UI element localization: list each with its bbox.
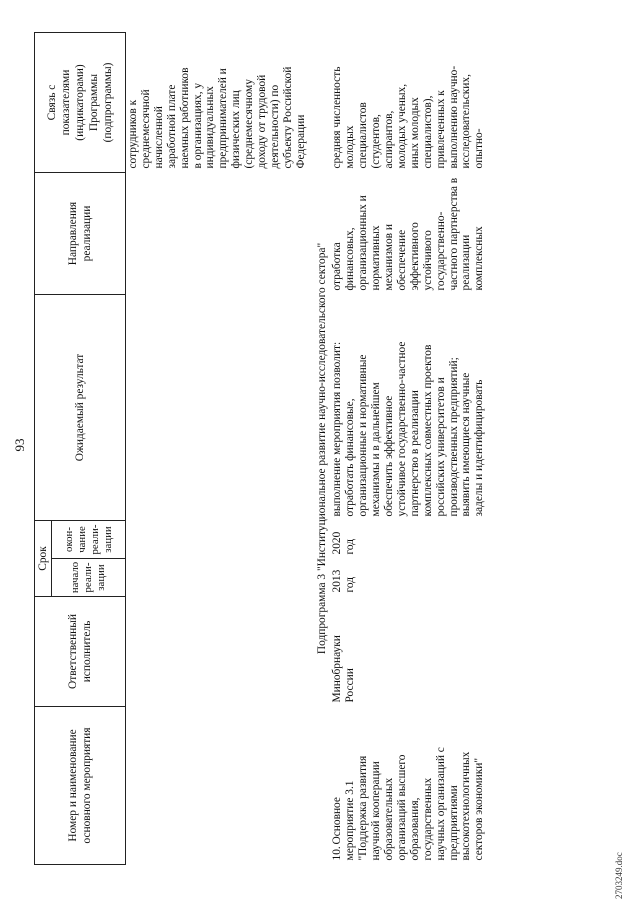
row-start: 2013 год [331,569,357,593]
header-name: Номер и наименование основного мероприятия [35,707,126,865]
row-number: 10. [331,846,344,861]
header-end: окон- чание реали- зации [52,521,126,559]
file-stamp: 2703249.doc [614,852,624,899]
header-executor: Ответственный исполнитель [35,597,126,707]
header-period: Срок [35,521,52,597]
program-activities-table [34,32,490,865]
subprogram-title: Подпрограмма 3 "Институциональное развитие научно-исследовательского сектора" [315,242,328,655]
row-directions: отработка финансовых, организационных и нормативных механизмов и обеспечение эффективного устойчивого государственно- частного партнерства в реализации комплексных [331,177,486,291]
row-name-cell [330,707,490,865]
row-end: 2020 год [331,531,357,555]
row-executor: Минобрнауки России [331,635,357,703]
header-start: начало реали- зации [52,559,126,597]
header-directions: Направления реализации [35,173,126,295]
table-row [330,33,490,865]
page-number: 93 [12,438,27,452]
row-name: Основное мероприятие 3.1 "Поддержка развития научной кооперации образовательных организаций высшего образования, государственных научных организаций с предприятиями высокотехнологичных секторов экономики" [331,747,486,861]
header-result: Ожидаемый результат [35,295,126,521]
continuation-row [126,33,312,865]
header-link: Связь с показателями (индикаторами) Программы (подпрограммы) [35,33,126,173]
row-link: средняя численность молодых специалистов (студентов, аспирантов, молодых ученых, иных молодых специалистов), привлеченных к выполнению научно- исследовательских, опытно- [331,65,486,169]
subprogram-title-row [312,33,331,865]
continuation-link-cell: сотрудников к среднемесячной начисленной заработной плате наемных работников в организациях, у индивидуальных предпринимателей и физических лиц (среднемесячному доходу от трудовой деятельности) по субъекту Российской Федерации [127,66,307,169]
row-result: выполнение мероприятия позволит: отработать финансовые, организационные и нормативные механизмы и в дальнейшем обеспечить эффективное устойчивое государственно-частное партнерство в реализации комплексных совместных проектов российских университетов и производственных предприятий; выявить имеющиеся научные заделы и идентифицировать [331,341,486,517]
